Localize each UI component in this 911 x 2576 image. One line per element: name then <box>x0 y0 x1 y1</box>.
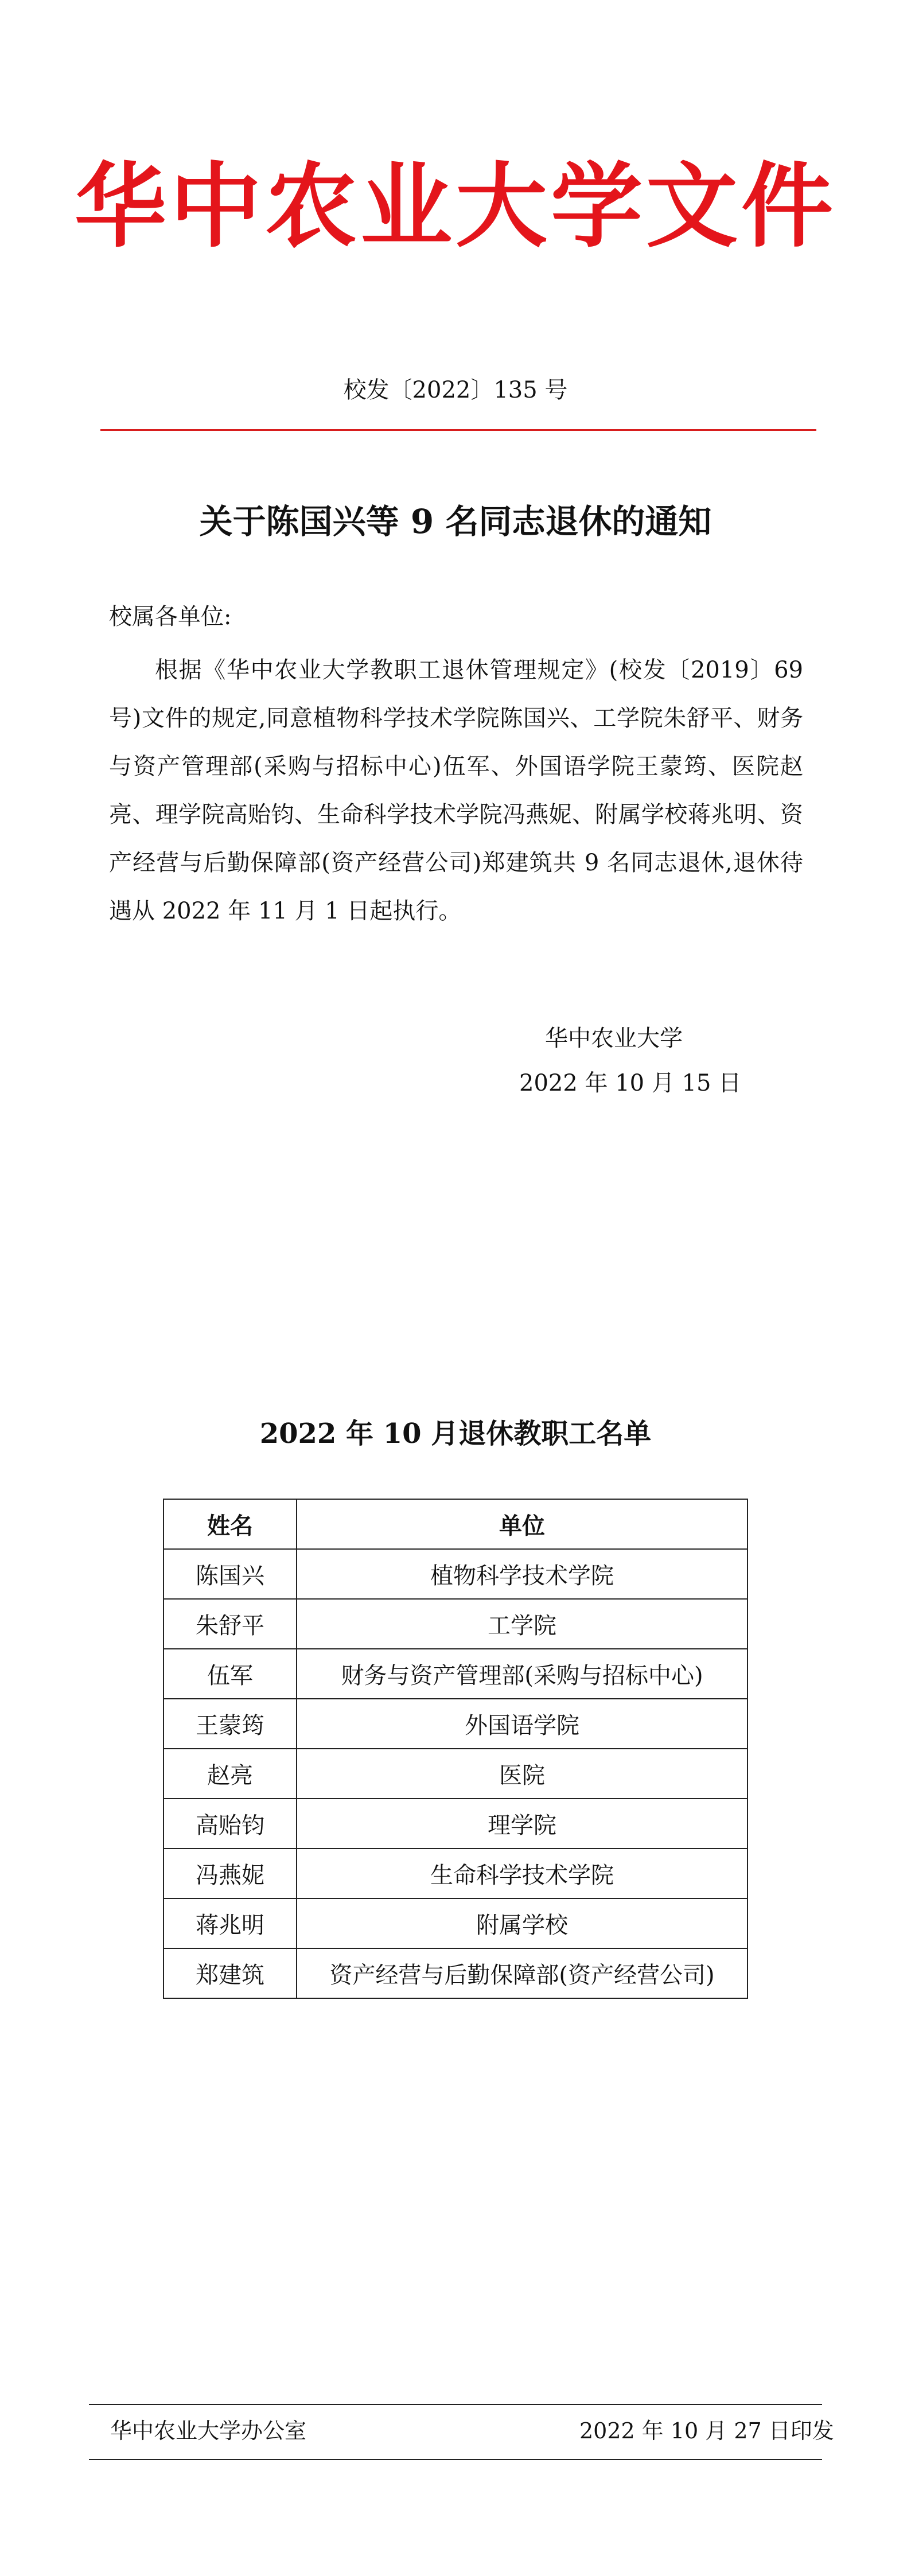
staff-unit-cell: 财务与资产管理部(采购与招标中心) <box>297 1649 748 1699</box>
staff-table <box>163 1499 748 1999</box>
staff-name-cell: 蒋兆明 <box>163 1898 297 1948</box>
staff-unit-cell: 附属学校 <box>297 1898 748 1948</box>
staff-name-cell: 高贻钧 <box>163 1799 297 1849</box>
footer-office: 华中农业大学办公室 <box>110 2418 307 2443</box>
staff-name-cell: 陈国兴 <box>163 1549 297 1599</box>
header-unit: 单位 <box>297 1499 748 1549</box>
staff-unit-cell: 工学院 <box>297 1599 748 1649</box>
staff-unit-cell: 生命科学技术学院 <box>297 1849 748 1898</box>
document-header-title: 华中农业大学文件 <box>74 153 836 260</box>
footer-print-date: 2022 年 10 月 27 日印发 <box>579 2418 834 2443</box>
header-name: 姓名 <box>163 1499 297 1549</box>
staff-name-cell: 赵亮 <box>163 1749 297 1799</box>
table-row <box>163 1649 748 1699</box>
staff-name-cell: 郑建筑 <box>163 1948 297 1998</box>
staff-unit-cell: 植物科学技术学院 <box>297 1549 748 1599</box>
staff-name-cell: 朱舒平 <box>163 1599 297 1649</box>
staff-list-title: 2022 年 10 月退休教职工名单 <box>259 1418 652 1450</box>
notice-body: 根据《华中农业大学教职工退休管理规定》(校发〔2019〕69 号)文件的规定,同意植物科学技术学院陈国兴、工学院朱舒平、财务与资产管理部(采购与招标中心)伍军、外国语学院王蒙筠、医院赵亮、理学院高贻钧、生命科学技术学院冯燕妮、附属学校蒋兆明、资产经营与后勤保障部(资产经营公司)郑建筑共 9 名同志退休,退休待遇从 2022 年 11 月 1 日起执行。 <box>109 657 803 924</box>
table-row <box>163 1599 748 1649</box>
table-header-row <box>163 1499 748 1549</box>
staff-name-cell: 伍军 <box>163 1649 297 1699</box>
staff-unit-cell: 理学院 <box>297 1799 748 1849</box>
table-row <box>163 1898 748 1948</box>
table-row <box>163 1749 748 1799</box>
staff-unit-cell: 医院 <box>297 1749 748 1799</box>
table-row <box>163 1948 748 1998</box>
table-row <box>163 1799 748 1849</box>
notice-title: 关于陈国兴等 9 名同志退休的通知 <box>199 502 712 541</box>
document-number: 校发〔2022〕135 号 <box>343 377 568 403</box>
footer-divider-bottom <box>89 2459 822 2460</box>
red-divider-line <box>100 429 816 431</box>
staff-name-cell: 王蒙筠 <box>163 1699 297 1749</box>
table-row <box>163 1549 748 1599</box>
staff-unit-cell: 资产经营与后勤保障部(资产经营公司) <box>297 1948 748 1998</box>
table-row <box>163 1699 748 1749</box>
staff-unit-cell: 外国语学院 <box>297 1699 748 1749</box>
signature-date: 2022 年 10 月 15 日 <box>519 1070 742 1096</box>
table-row <box>163 1849 748 1898</box>
signature-organization: 华中农业大学 <box>545 1025 683 1052</box>
footer-divider-top <box>89 2404 822 2405</box>
addressee: 校属各单位: <box>109 604 232 630</box>
staff-name-cell: 冯燕妮 <box>163 1849 297 1898</box>
